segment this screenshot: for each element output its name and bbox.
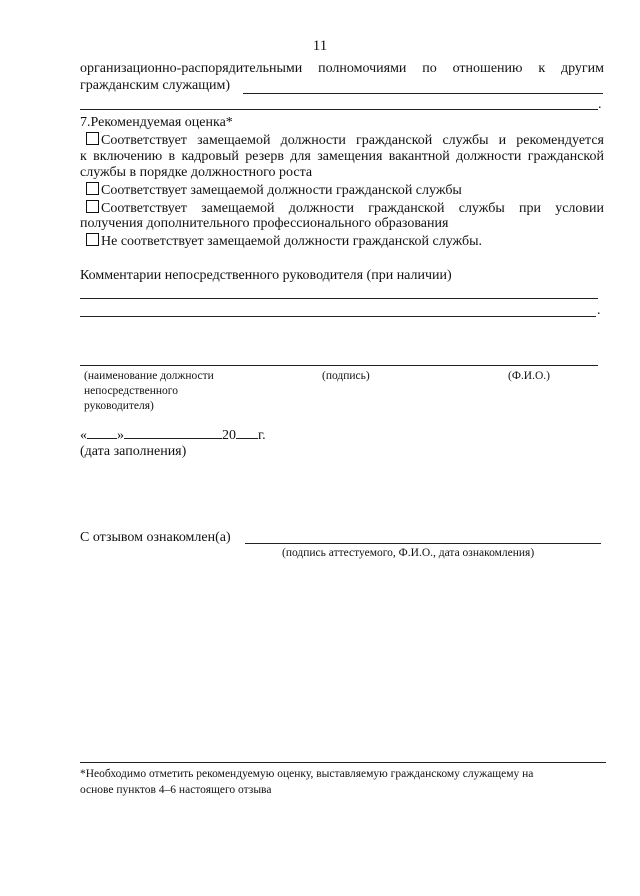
option-3-line-1[interactable] [86, 200, 604, 217]
option-4-checkbox[interactable] [86, 233, 99, 246]
fio-label: (Ф.И.О.) [508, 370, 550, 382]
option-2-text: Соответствует замещаемой должности гражданской службы [101, 183, 462, 198]
page-number: 11 [312, 38, 328, 54]
sign-label: (подпись) [322, 370, 370, 382]
intro-fill-line-1 [243, 93, 603, 94]
option-4-line-1[interactable] [86, 233, 482, 250]
intro-line-2: гражданским служащим) [80, 78, 231, 93]
intro-line-1: организационно-распорядительными полномочиями по отношению к другим [80, 61, 604, 76]
footnote-line-2: основе пунктов 4–6 настоящего отзыва [80, 784, 272, 796]
signature-line[interactable] [80, 365, 598, 366]
option-1-line-2: к включению в кадровый резерв для замещения вакантной должности гражданской [80, 149, 604, 164]
option-3-checkbox[interactable] [86, 200, 99, 213]
option-3-line-2: получения дополнительного профессионального образования [80, 216, 449, 231]
intro-fill-line-2 [80, 109, 598, 110]
footnote-divider [80, 762, 606, 763]
date-field[interactable]: « » 20 г. [80, 428, 266, 443]
option-1-line-3: службы в порядке должностного роста [80, 165, 313, 180]
option-1-line-1[interactable] [86, 132, 604, 149]
option-2-checkbox[interactable] [86, 182, 99, 195]
acquainted-line[interactable] [245, 543, 601, 544]
intro-end-mark: . [598, 97, 602, 112]
option-1-checkbox[interactable] [86, 132, 99, 145]
footnote-line-1: *Необходимо отметить рекомендуемую оценку, выставляемую гражданскому служащему на [80, 768, 534, 780]
comments-line-1[interactable] [80, 298, 598, 299]
section-7-title: 7.Рекомендуемая оценка* [80, 115, 233, 130]
option-1-text: Соответствует замещаемой должности гражданской службы и рекомендуется [101, 133, 604, 148]
comments-line-2[interactable] [80, 316, 596, 317]
comments-label: Комментарии непосредственного руководителя (при наличии) [80, 268, 452, 283]
option-4-text: Не соответствует замещаемой должности гражданской службы. [101, 234, 483, 249]
option-2-line-1[interactable] [86, 182, 462, 199]
option-3-text: Соответствует замещаемой должности гражданской службы при условии [101, 201, 604, 216]
acquainted-label: С отзывом ознакомлен(а) [80, 530, 231, 545]
acquainted-caption: (подпись аттестуемого, Ф.И.О., дата ознакомления) [282, 547, 535, 559]
comments-end-mark: . [597, 303, 601, 318]
position-label: (наименование должности непосредственного руководителя) [84, 370, 214, 412]
date-label: (дата заполнения) [80, 444, 187, 459]
